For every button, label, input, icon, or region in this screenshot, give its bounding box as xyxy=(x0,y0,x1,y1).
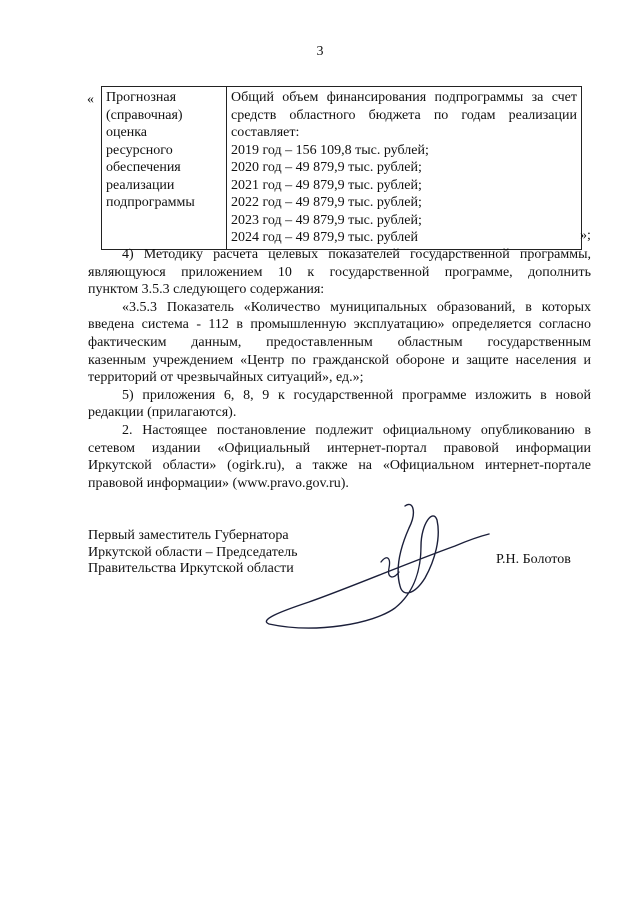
financing-table xyxy=(101,86,582,250)
paragraph-line: 5) приложения 6, 8, 9 к государственной программе изложить в новой xyxy=(122,387,591,403)
quote-close: »; xyxy=(580,228,591,243)
paragraph-line: введена система - 112 в промышленную эксплуатацию» определяется согласно xyxy=(88,317,591,333)
paragraph-line: правовой информации» (www.pravo.gov.ru). xyxy=(88,475,349,491)
paragraph-line: территорий от чрезвычайных ситуаций», ед.»; xyxy=(88,370,364,386)
left-line: оценка xyxy=(106,125,148,140)
paragraph-line: фактическим данным, предоставленным областным государственным xyxy=(88,334,591,350)
paragraph-line: «3.5.3 Показатель «Количество муниципальных образований, в которых xyxy=(122,299,591,315)
page-number: 3 xyxy=(316,44,324,59)
paragraph-line: Иркутской области» (ogirk.ru), а также на «Официальном интернет-портале xyxy=(88,458,591,474)
year-line: 2020 год – 49 879,9 тыс. рублей; xyxy=(231,160,422,175)
paragraph-line: сетевом издании «Официальный интернет-портал правовой информации xyxy=(88,440,591,456)
paragraph-line: 2. Настоящее постановление подлежит официальному опубликованию в xyxy=(122,422,591,438)
table-right-cell xyxy=(227,87,582,250)
paragraph-line: редакции (прилагаются). xyxy=(88,405,237,421)
quote-open: « xyxy=(87,92,94,107)
signatory-title-line: Иркутской области – Председатель xyxy=(88,544,298,560)
left-line: (справочная) xyxy=(106,107,183,123)
paragraph-line: пунктом 3.5.3 следующего содержания: xyxy=(88,282,325,298)
intro-line: Общий объем финансирования подпрограммы за счет xyxy=(231,90,577,105)
year-line: 2021 год – 49 879,9 тыс. рублей; xyxy=(231,177,422,193)
left-line: обеспечения xyxy=(106,160,181,175)
intro-line: составляет: xyxy=(231,125,300,140)
year-line: 2019 год – 156 109,8 тыс. рублей; xyxy=(231,142,429,158)
paragraph-line: являющуюся приложением 10 к государственной программе, дополнить xyxy=(88,264,591,280)
year-line: 2022 год – 49 879,9 тыс. рублей; xyxy=(231,195,422,210)
year-line: 2024 год – 49 879,9 тыс. рублей xyxy=(231,230,418,245)
left-line: Прогнозная xyxy=(106,90,177,105)
body-text xyxy=(88,246,591,492)
signatory-title-line: Первый заместитель Губернатора xyxy=(88,528,289,543)
signatory-title-line: Правительства Иркутской области xyxy=(88,561,294,576)
left-line: ресурсного xyxy=(106,142,173,158)
paragraph-line: 4) Методику расчета целевых показателей государственной программы, xyxy=(122,247,591,262)
left-line: подпрограммы xyxy=(106,195,195,210)
signatory-name: Р.Н. Болотов xyxy=(496,552,571,567)
table-left-cell xyxy=(102,87,227,250)
paragraph-line: казенным учреждением «Центр по гражданской обороне и защите населения и xyxy=(88,352,591,368)
handwritten-signature xyxy=(255,498,495,638)
left-line: реализации xyxy=(106,177,175,193)
year-line: 2023 год – 49 879,9 тыс. рублей; xyxy=(231,212,422,228)
intro-line: средств областного бюджета по годам реализации xyxy=(231,107,577,123)
